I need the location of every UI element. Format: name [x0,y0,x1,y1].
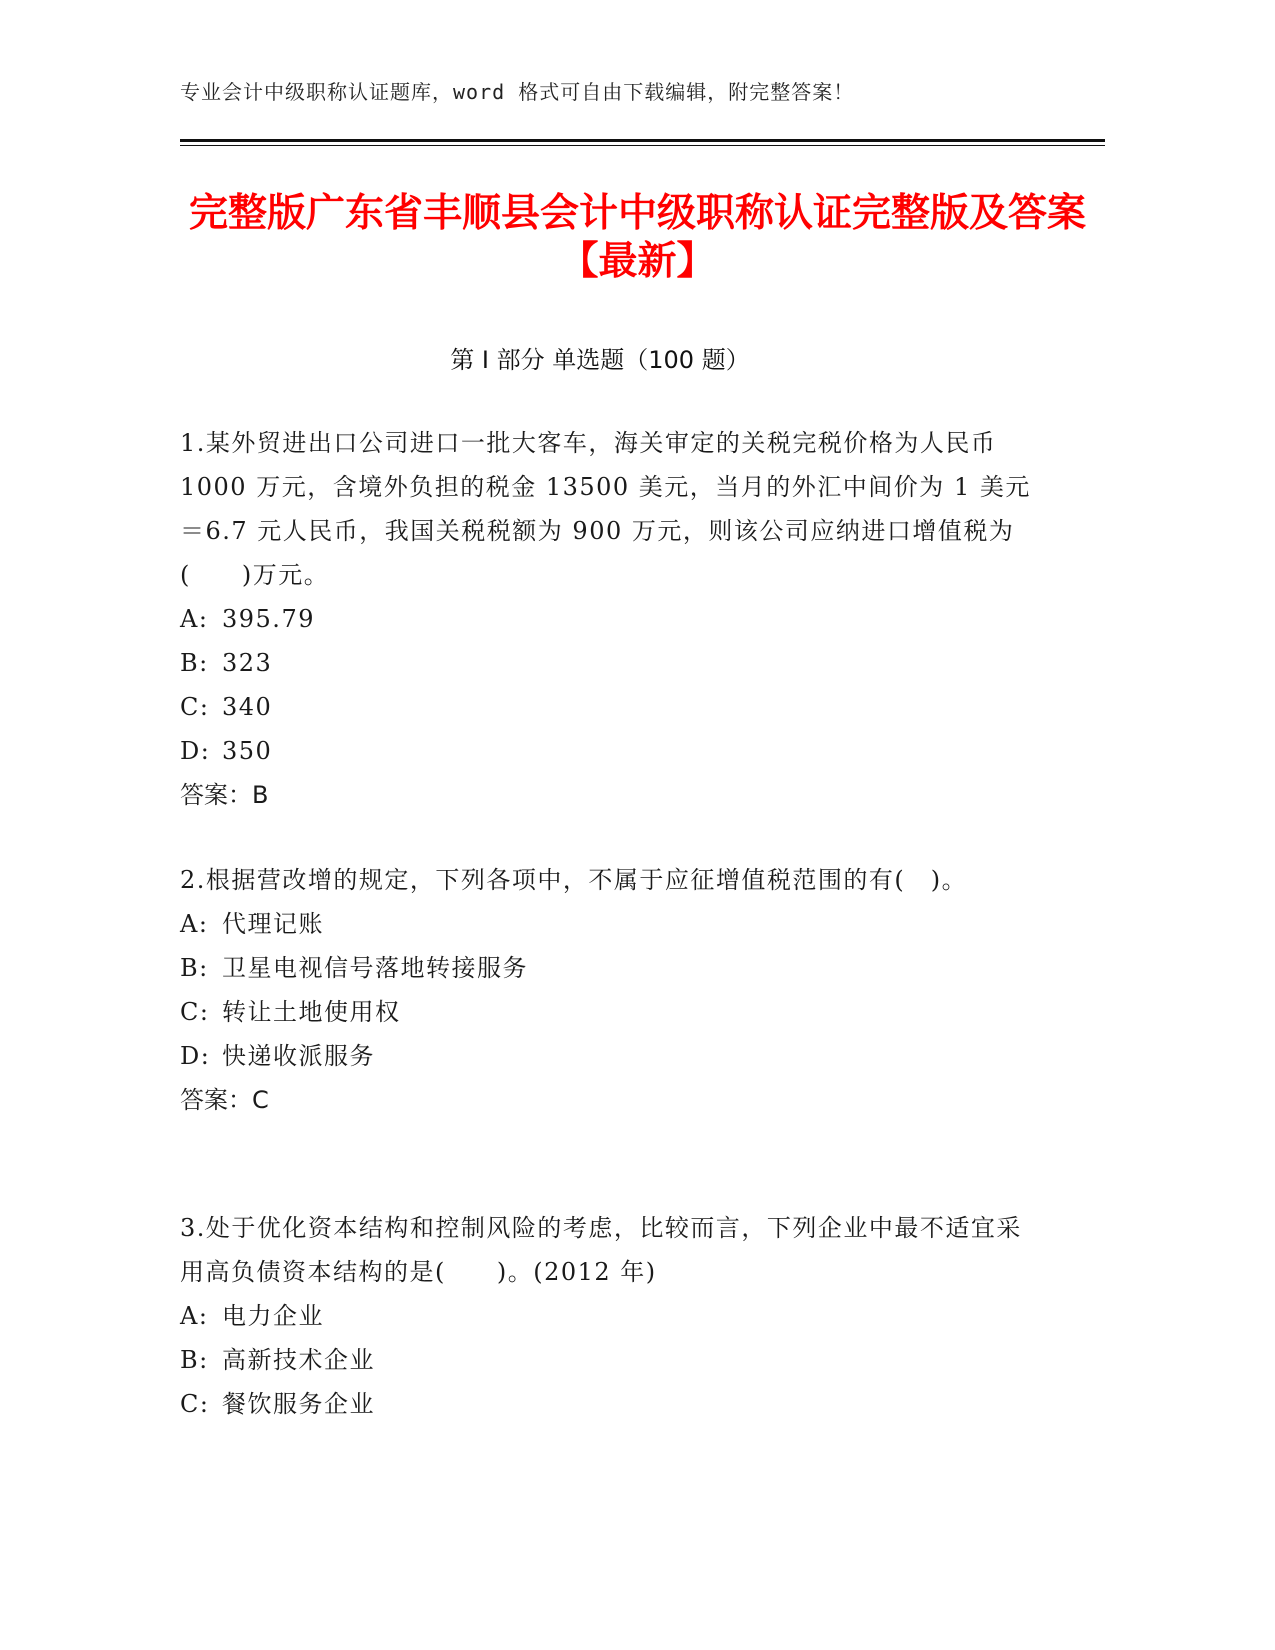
question-stem: 1.某外贸进出口公司进口一批大客车，海关审定的关税完税价格为人民币 1000 万元，含境外负担的税金 13500 美元，当月的外汇中间价为 1 美元＝6.7 元人民币，我国关税税额为 900 万元，则该公司应纳进口增值税为( )万元。 [180,429,1031,589]
section-heading: 第 I 部分 单选题（100 题） [450,346,750,374]
option-c [180,1382,1040,1426]
option-text: 高新技术企业 [222,1346,375,1374]
option-text: 323 [222,649,273,677]
option-text: 350 [222,737,273,765]
option-text: 340 [222,693,273,721]
header-rule-thin [180,145,1105,146]
option-c [180,685,1040,729]
option-text: 395.79 [222,605,315,633]
question-2 [180,858,1040,1122]
option-d [180,1034,1040,1078]
header-note: 专业会计中级职称认证题库，word 格式可自由下载编辑，附完整答案！ [180,80,855,104]
option-text: 代理记账 [222,910,324,938]
header-rule-thick [180,139,1105,142]
option-a [180,1294,1040,1338]
option-text: 快递收派服务 [222,1042,375,1070]
answer-line: 答案：B [180,781,269,809]
option-c [180,990,1040,1034]
option-letter: D: [180,737,211,765]
option-letter: C: [180,1390,210,1418]
option-letter: A: [180,910,209,938]
option-letter: A: [180,1302,209,1330]
question-3 [180,1206,1040,1426]
option-letter: D: [180,1042,211,1070]
option-letter: B: [180,649,209,677]
option-d [180,729,1040,773]
option-a [180,902,1040,946]
option-b [180,641,1040,685]
option-letter: C: [180,998,210,1026]
option-b [180,946,1040,990]
option-b [180,1338,1040,1382]
option-text: 转让土地使用权 [222,998,401,1026]
question-stem: 2.根据营改增的规定，下列各项中，不属于应征增值税范围的有( )。 [180,866,968,894]
question-stem: 3.处于优化资本结构和控制风险的考虑，比较而言，下列企业中最不适宜采用高负债资本结构的是( )。(2012 年) [180,1214,1022,1286]
option-letter: C: [180,693,210,721]
option-text: 卫星电视信号落地转接服务 [222,954,528,982]
question-1 [180,421,1040,817]
option-letter: B: [180,1346,209,1374]
document-title: 完整版广东省丰顺县会计中级职称认证完整版及答案【最新】 [188,191,1086,284]
option-text: 餐饮服务企业 [222,1390,375,1418]
option-letter: B: [180,954,209,982]
option-letter: A: [180,605,209,633]
answer-line: 答案：C [180,1086,269,1114]
option-a [180,597,1040,641]
option-text: 电力企业 [222,1302,324,1330]
